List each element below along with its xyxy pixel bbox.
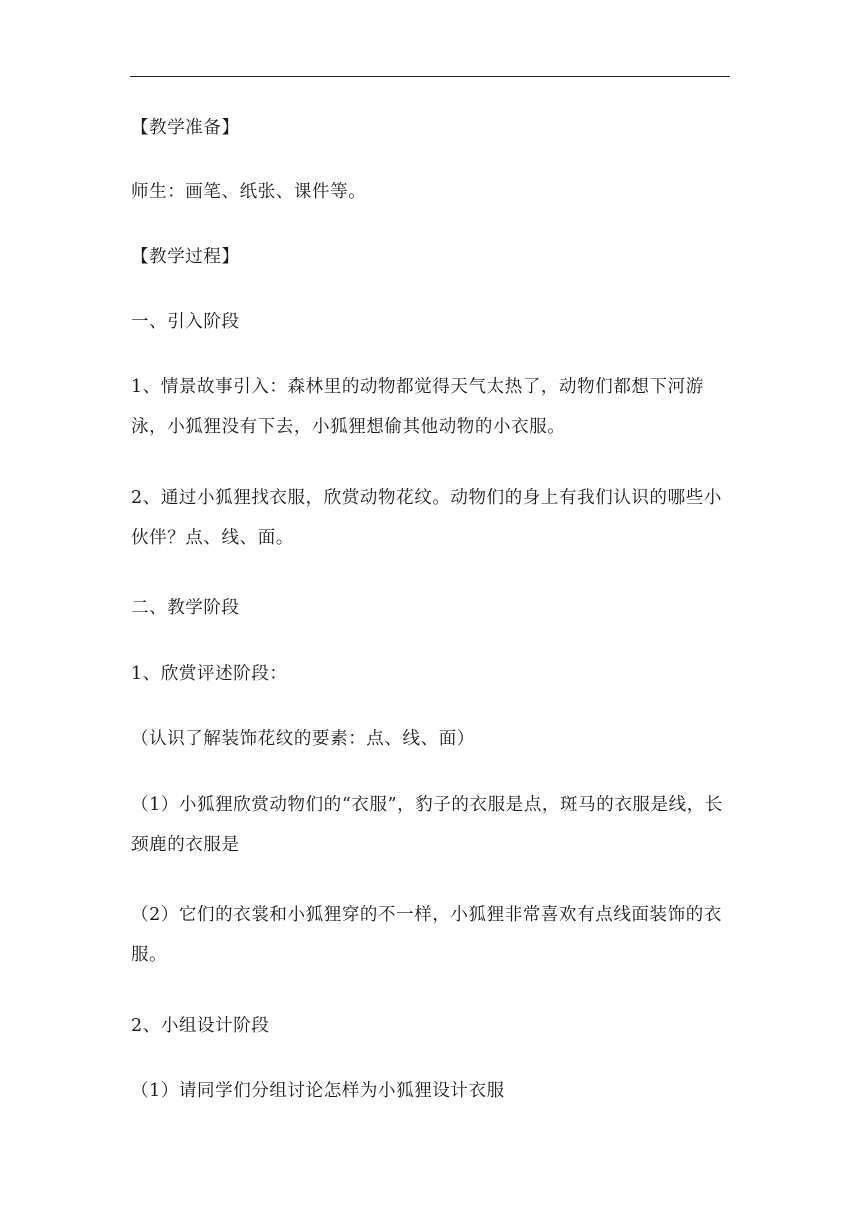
paragraph-materials: 师生：画笔、纸张、课件等。 <box>131 182 367 202</box>
section-teaching: 二、教学阶段 <box>131 598 240 618</box>
paragraph-pattern-elements: （认识了解装饰花纹的要素：点、线、面） <box>131 729 475 749</box>
heading-teaching-preparation: 【教学准备】 <box>131 118 240 138</box>
section-introduction: 一、引入阶段 <box>131 312 240 332</box>
paragraph-group-design: 2、小组设计阶段 <box>131 1016 270 1036</box>
paragraph-story-intro: 1、情景故事引入：森林里的动物都觉得天气太热了，动物们都想下河游泳，小狐狸没有下去，小狐狸想偷其他动物的小衣服。 <box>131 377 704 437</box>
paragraph-appreciation-stage: 1、欣赏评述阶段： <box>131 664 288 684</box>
paragraph-group-discussion: （1）请同学们分组讨论怎样为小狐狸设计衣服 <box>131 1081 505 1101</box>
heading-teaching-process: 【教学过程】 <box>131 247 240 267</box>
paragraph-decorated-clothes: （2）它们的衣裳和小狐狸穿的不一样，小狐狸非常喜欢有点线面装饰的衣服。 <box>131 905 722 965</box>
paragraph-animal-clothes: （1）小狐狸欣赏动物们的“衣服”，豹子的衣服是点，斑马的衣服是线，长颈鹿的衣服是 <box>131 795 723 855</box>
header-rule <box>130 76 730 77</box>
paragraph-find-clothes: 2、通过小狐狸找衣服，欣赏动物花纹。动物们的身上有我们认识的哪些小伙伴？点、线、面。 <box>131 488 722 548</box>
